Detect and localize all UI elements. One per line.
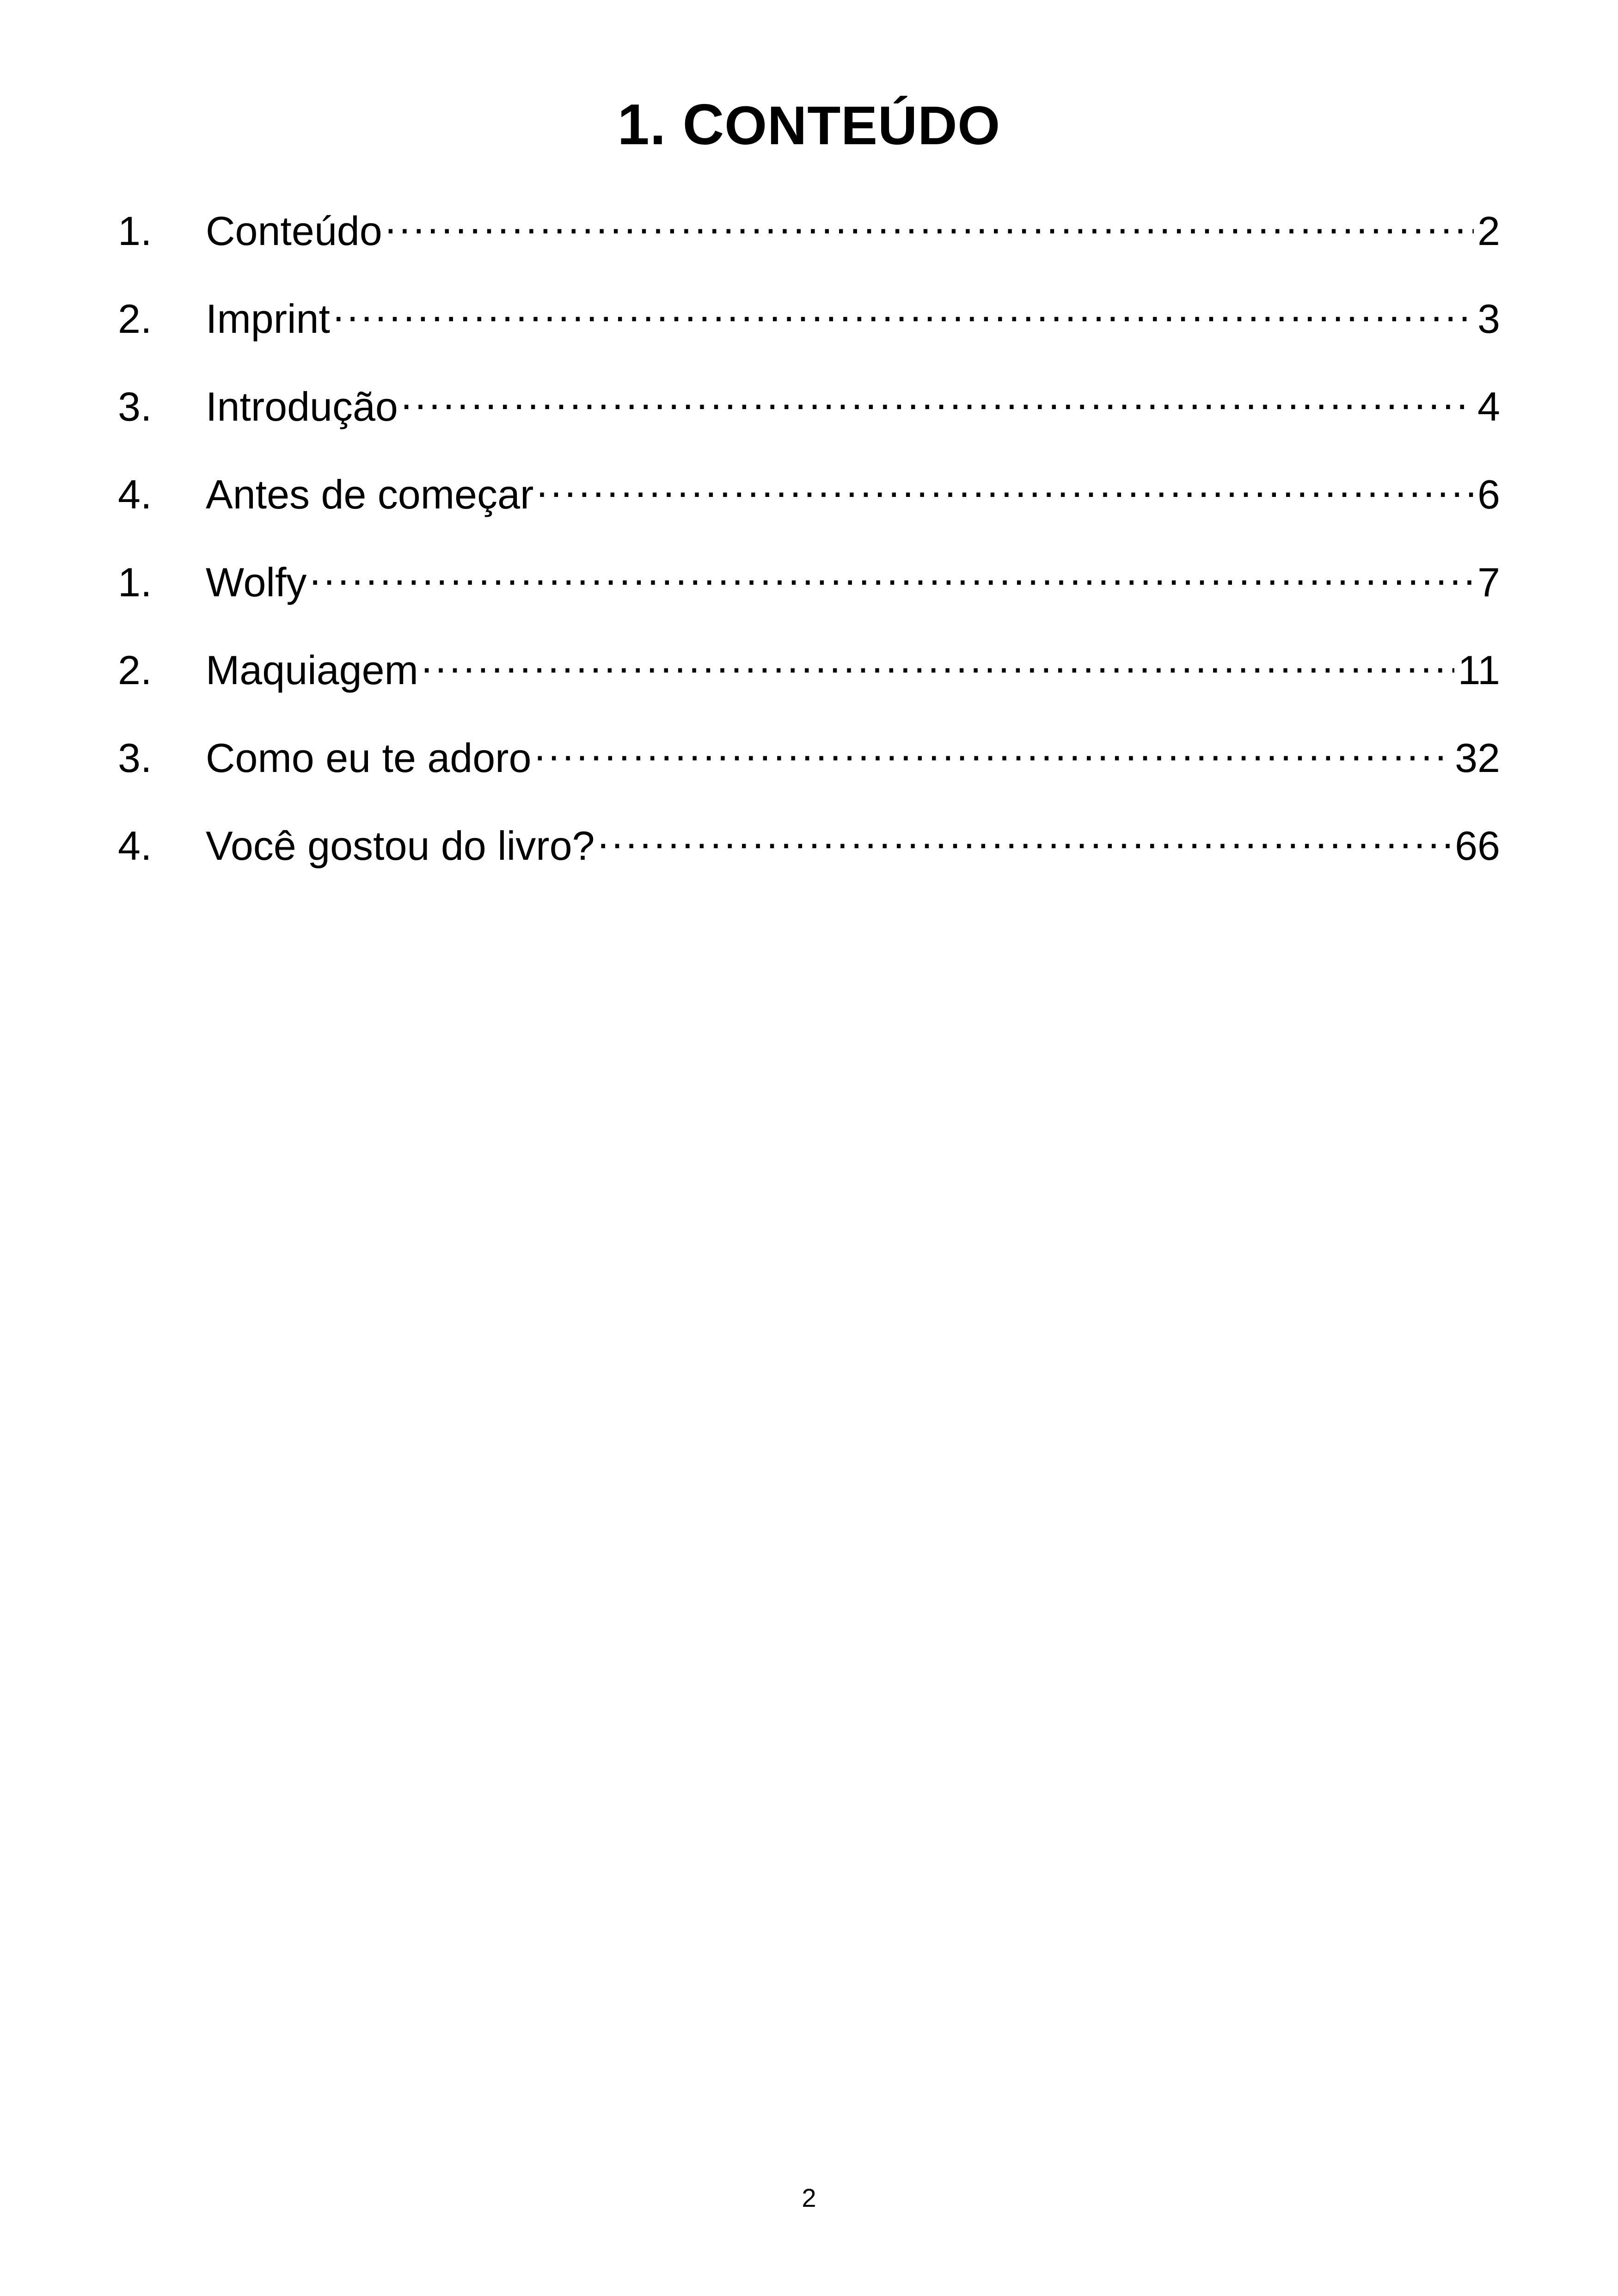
page-title bbox=[0, 88, 1618, 163]
toc-dot-leader bbox=[534, 721, 1451, 772]
toc-entry-page: 11 bbox=[1458, 647, 1500, 693]
toc-entry-label: Imprint bbox=[206, 296, 330, 342]
toc-entry-number: 4. bbox=[118, 823, 152, 869]
toc-dot-leader bbox=[333, 282, 1474, 333]
toc-entry-page: 66 bbox=[1455, 823, 1500, 869]
page-title-rest: ONTEÚDO bbox=[724, 95, 1001, 156]
toc-dot-leader bbox=[401, 370, 1474, 421]
toc-entry[interactable] bbox=[118, 633, 1500, 721]
page-number: 2 bbox=[802, 2183, 816, 2212]
toc-entry[interactable] bbox=[118, 721, 1500, 809]
toc-dot-leader bbox=[536, 458, 1474, 508]
toc-entry-label: Introdução bbox=[206, 384, 398, 429]
toc-entry-number: 1. bbox=[118, 208, 152, 254]
toc-dot-leader bbox=[385, 194, 1474, 245]
toc-entry[interactable] bbox=[118, 809, 1500, 897]
toc-entry-number: 2. bbox=[118, 647, 152, 693]
toc-entry-label: Como eu te adoro bbox=[206, 735, 532, 781]
toc-dot-leader bbox=[309, 545, 1474, 596]
table-of-contents bbox=[118, 194, 1500, 897]
toc-entry[interactable] bbox=[118, 458, 1500, 545]
toc-entry-page: 3 bbox=[1477, 296, 1500, 342]
toc-entry-page: 6 bbox=[1477, 471, 1500, 517]
toc-entry-number: 1. bbox=[118, 559, 152, 605]
toc-entry-page: 4 bbox=[1477, 384, 1500, 429]
toc-entry[interactable] bbox=[118, 370, 1500, 458]
toc-dot-leader bbox=[597, 809, 1451, 860]
page-title-prefix: 1. C bbox=[617, 93, 725, 157]
toc-dot-leader bbox=[421, 633, 1454, 684]
toc-entry-label: Conteúdo bbox=[206, 208, 382, 254]
toc-entry-page: 32 bbox=[1455, 735, 1500, 781]
toc-entry-label: Wolfy bbox=[206, 559, 307, 605]
toc-entry-label: Antes de começar bbox=[206, 471, 534, 517]
toc-entry-page: 2 bbox=[1477, 208, 1500, 254]
toc-entry-page: 7 bbox=[1477, 559, 1500, 605]
toc-entry-label: Você gostou do livro? bbox=[206, 823, 595, 869]
toc-entry[interactable] bbox=[118, 545, 1500, 633]
toc-entry[interactable] bbox=[118, 282, 1500, 370]
toc-entry-number: 3. bbox=[118, 384, 152, 429]
toc-entry-number: 2. bbox=[118, 296, 152, 342]
toc-entry-label: Maquiagem bbox=[206, 647, 418, 693]
toc-entry[interactable] bbox=[118, 194, 1500, 282]
toc-entry-number: 3. bbox=[118, 735, 152, 781]
toc-entry-number: 4. bbox=[118, 471, 152, 517]
